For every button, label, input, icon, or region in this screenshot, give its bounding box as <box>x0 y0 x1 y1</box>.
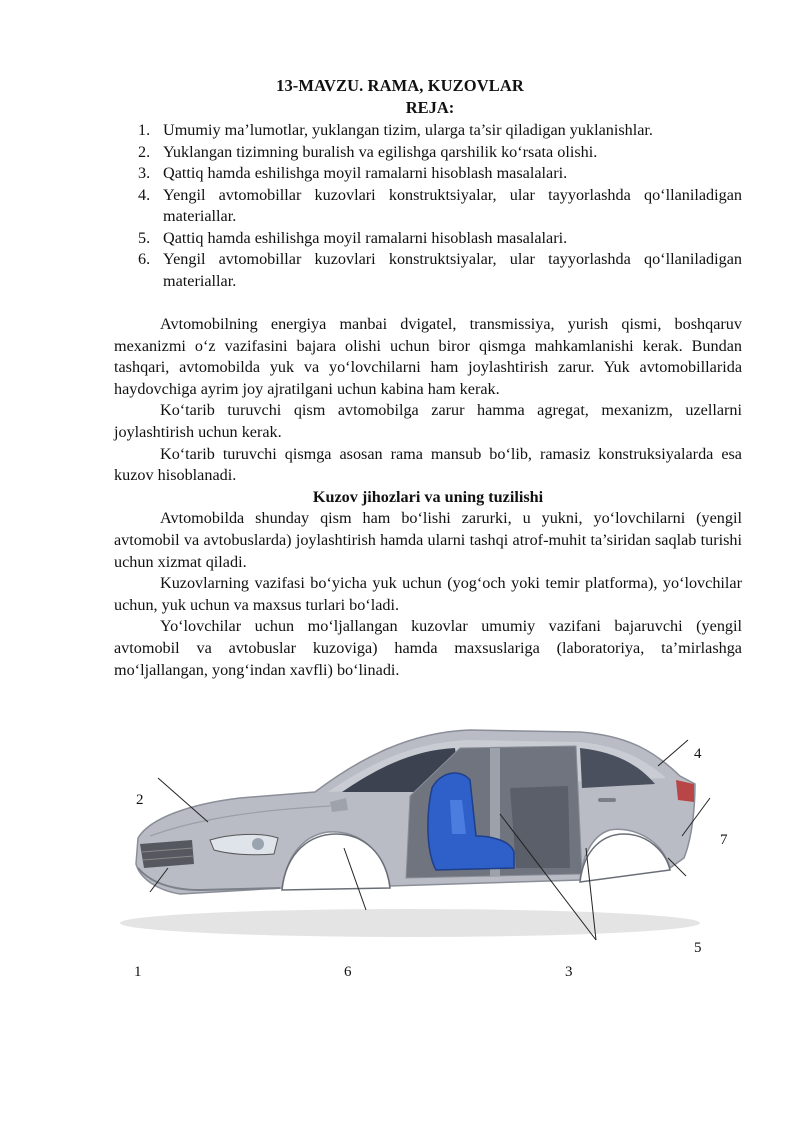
plan-item-text: Qattiq hamda eshilishga moyil ramalarni hisoblash masalalari. <box>163 228 568 247</box>
plan-item <box>134 228 742 250</box>
figure-label-4: 4 <box>694 746 702 762</box>
plan-item <box>134 142 742 164</box>
ground-shadow <box>120 909 700 937</box>
plan-item <box>134 249 742 292</box>
rear-seat <box>510 786 570 868</box>
plan-item-number: 3. <box>138 164 151 182</box>
plan-item-number: 4. <box>138 185 151 204</box>
paragraph: Yo‘lovchilar uchun mo‘ljallangan kuzovlar umumiy vazifani bajaruvchi (yengil avtomobil va avtobuslar kuzoviga) hamda maxsuslariga (laboratoriya, ta’mirlashga mo‘ljallangan, yong‘indan xavfli) bo‘linadi. <box>114 617 742 679</box>
plan-item <box>134 163 742 185</box>
grille <box>140 840 194 868</box>
paragraph: Ko‘tarib turuvchi qismga asosan rama mansub bo‘lib, ramasiz konstruksiyalarda esa kuzov hisoblanadi. <box>114 444 742 485</box>
paragraph: Avtomobilda shunday qism ham bo‘lishi zarurki, u yukni, yo‘lovchilarni (yengil avtomobil va avtobuslarda) joylashtirish hamda ularni tashqi atrof-muhit ta’siridan saqlab turishi uchun xizmat qiladi. <box>114 509 742 571</box>
plan-item-number: 6. <box>138 250 151 268</box>
plan-item-text: Yengil avtomobillar kuzovlari konstruktsiyalar, ular tayyorlashda qo‘llaniladigan materiallar. <box>163 185 742 225</box>
section-heading: Kuzov jihozlari va uning tuzilishi <box>312 487 544 506</box>
plan-item <box>134 185 742 228</box>
paragraph: Kuzovlarning vazifasi bo‘yicha yuk uchun (yog‘och yoki temir platforma), yo‘lovchilar uchun, yuk uchun va maxsus turlari bo‘ladi. <box>114 574 742 614</box>
figure-label-6: 6 <box>344 964 352 980</box>
plan-item-text: Umumiy ma’lumotlar, yuklangan tizim, ularga ta’sir qiladigan yuklanishlar. <box>163 121 653 139</box>
plan-item-number: 1. <box>138 121 151 139</box>
plan-item-text: Yuklangan tizimning buralish va egilishga qarshilik ko‘rsata olishi. <box>163 142 598 161</box>
figure-label-3: 3 <box>565 964 573 980</box>
plan-item-number: 2. <box>138 142 151 161</box>
car-illustration <box>110 718 750 1008</box>
plan-item-number: 5. <box>138 228 151 247</box>
body-text <box>114 314 742 681</box>
paragraph: Ko‘tarib turuvchi qism avtomobilga zarur hamma agregat, mexanizm, uzellarni joylashtirish uchun kerak. <box>114 401 742 441</box>
plan-item-text: Yengil avtomobillar kuzovlari konstruktsiyalar, ular tayyorlashda qo‘llaniladigan materiallar. <box>163 250 742 290</box>
figure-label-2: 2 <box>136 792 144 808</box>
figure-label-1: 1 <box>134 964 142 980</box>
figure-label-5: 5 <box>694 940 702 956</box>
plan-item <box>134 120 742 142</box>
plan-item-text: Qattiq hamda eshilishga moyil ramalarni hisoblash masalalari. <box>163 164 568 182</box>
page-subtitle: REJA: <box>405 98 455 117</box>
car-body-figure <box>110 718 750 1008</box>
headlight <box>210 834 278 854</box>
paragraph: Avtomobilning energiya manbai dvigatel, transmissiya, yurish qismi, boshqaruv mexanizmi o‘z vazifasini bajara olishi uchun biror qismga mahkamlanishi kerak. Bundan tashqari, avtomobilda yuk va yo‘lovchilarni ham joylashtirish zarur. Yuk avtomobillarida haydovchiga ayrim joy ajratilgani uchun kabina ham kerak. <box>114 315 742 398</box>
headlight-lens-icon <box>252 838 264 850</box>
door-handle <box>598 798 616 802</box>
plan-list <box>134 120 742 292</box>
leader-line-4 <box>658 740 688 766</box>
figure-label-7: 7 <box>720 832 728 848</box>
page-title: 13-MAVZU. RAMA, KUZOVLAR <box>276 76 524 95</box>
